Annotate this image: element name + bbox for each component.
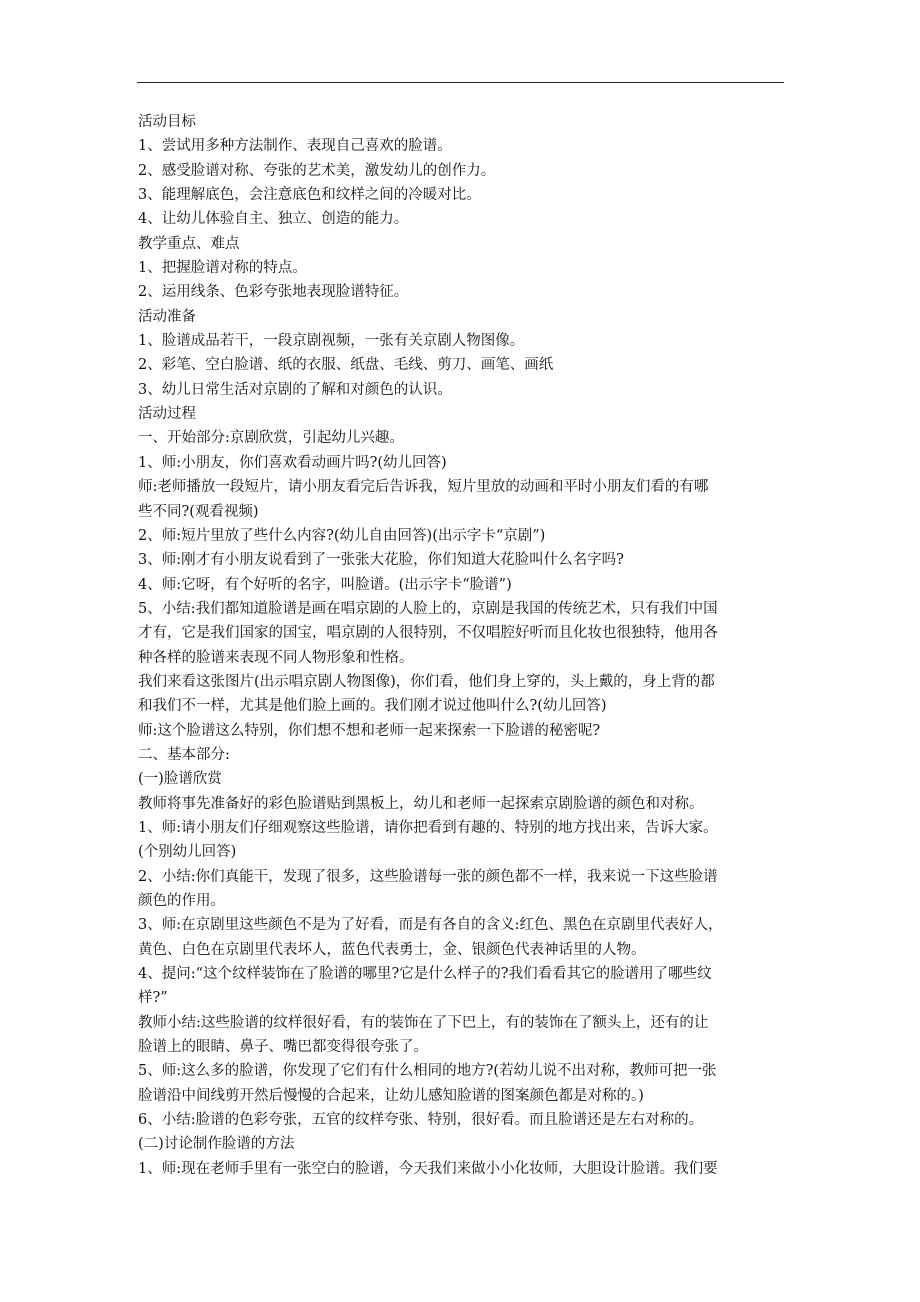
text-line: (二)讨论制作脸谱的方法	[138, 1136, 295, 1153]
text-line: 和我们不一样，尤其是他们脸上画的。我们刚才说过他叫什么?(幼儿回答)	[138, 698, 607, 715]
text-line: 2、运用线条、色彩夸张地表现脸谱特征。	[138, 284, 409, 301]
text-line: 1、师:现在老师手里有一张空白的脸谱，今天我们来做小小化妆师，大胆设计脸谱。我们要	[138, 1160, 718, 1177]
text-line: 活动过程	[138, 406, 196, 423]
text-line: 1、尝试用多种方法制作、表现自己喜欢的脸谱。	[138, 138, 452, 155]
text-line: 脸谱上的眼睛、鼻子、嘴巴都变得很夸张了。	[138, 1039, 428, 1056]
text-line: 4、师:它呀，有个好听的名字，叫脸谱。(出示字卡“脸谱”)	[138, 576, 512, 593]
text-line: 2、小结:你们真能干，发现了很多，这些脸谱每一张的颜色都不一样，我来说一下这些脸谱	[138, 868, 718, 885]
text-line: 2、彩笔、空白脸谱、纸的衣服、纸盘、毛线、剪刀、画笔、画纸	[138, 357, 554, 374]
text-line: 2、师:短片里放了些什么内容?(幼儿自由回答)(出示字卡“京剧”)	[138, 527, 546, 544]
text-line: 1、把握脸谱对称的特点。	[138, 260, 307, 277]
text-line: 我们来看这张图片(出示唱京剧人物图像)，你们看，他们身上穿的，头上戴的，身上背的都	[138, 673, 715, 690]
text-line: 二、基本部分:	[138, 746, 230, 763]
text-line: 脸谱沿中间线剪开然后慢慢的合起来，让幼儿感知脸谱的图案颜色都是对称的。)	[138, 1087, 644, 1104]
text-line: 师:老师播放一段短片，请小朋友看完后告诉我，短片里放的动画和平时小朋友们看的有哪	[138, 479, 709, 496]
text-line: 1、师:小朋友，你们喜欢看动画片吗?(幼儿回答)	[138, 454, 447, 471]
text-line: 3、能理解底色，会注意底色和纹样之间的冷暖对比。	[138, 187, 481, 204]
text-line: 5、小结:我们都知道脸谱是画在唱京剧的人脸上的，京剧是我国的传统艺术，只有我们中国	[138, 600, 718, 617]
text-line: 4、提问:“这个纹样装饰在了脸谱的哪里?它是什么样子的?我们看看其它的脸谱用了哪些纹	[138, 966, 712, 983]
text-line: 才有，它是我们国家的国宝，唱京剧的人很特别，不仅唱腔好听而且化妆也很独特，他用各	[138, 625, 718, 642]
text-line: 活动准备	[138, 308, 196, 325]
text-line: 教师小结:这些脸谱的纹样很好看，有的装饰在了下巴上，有的装饰在了额头上，还有的让	[138, 1014, 709, 1031]
text-line: 1、师:请小朋友们仔细观察这些脸谱，请你把看到有趣的、特别的地方找出来，告诉大家。	[138, 819, 718, 836]
text-line: 3、幼儿日常生活对京剧的了解和对颜色的认识。	[138, 381, 452, 398]
document-body	[138, 110, 798, 1181]
header-rule	[137, 82, 784, 83]
text-line: (一)脸谱欣赏	[138, 771, 222, 788]
text-line: 3、师:刚才有小朋友说看到了一张张大花脸，你们知道大花脸叫什么名字吗?	[138, 552, 624, 569]
text-line: 教师将事先准备好的彩色脸谱贴到黑板上，幼儿和老师一起探索京剧脸谱的颜色和对称。	[138, 795, 704, 812]
text-line: 师:这个脸谱这么特别，你们想不想和老师一起来探索一下脸谱的秘密呢?	[138, 722, 601, 739]
text-line: 6、小结:脸谱的色彩夸张，五官的纹样夸张、特别，很好看。而且脸谱还是左右对称的。	[138, 1112, 704, 1129]
text-line: 教学重点、难点	[138, 235, 240, 252]
text-line: 些不同?(观看视频)	[138, 503, 259, 520]
text-line: 颜色的作用。	[138, 893, 225, 909]
text-line: 一、开始部分:京剧欣赏，引起幼儿兴趣。	[138, 430, 404, 447]
text-line: 样?”	[138, 990, 168, 1007]
text-line: (个别幼儿回答)	[138, 844, 237, 861]
text-line: 1、脸谱成品若干，一段京剧视频，一张有关京剧人物图像。	[138, 333, 525, 350]
text-line: 3、师:在京剧里这些颜色不是为了好看，而是有各自的含义:红色、黑色在京剧里代表好人，	[138, 917, 723, 934]
text-line: 5、师:这么多的脸谱，你发现了它们有什么相同的地方?(若幼儿说不出对称，教师可把一张	[138, 1063, 717, 1080]
text-line: 活动目标	[138, 114, 196, 130]
text-line: 黄色、白色在京剧里代表坏人，蓝色代表勇士，金、银颜色代表神话里的人物。	[138, 941, 646, 958]
text-line: 2、感受脸谱对称、夸张的艺术美，激发幼儿的创作力。	[138, 162, 496, 179]
text-line: 4、让幼儿体验自主、独立、创造的能力。	[138, 211, 409, 228]
text-line: 种各样的脸谱来表现不同人物形象和性格。	[138, 649, 414, 666]
